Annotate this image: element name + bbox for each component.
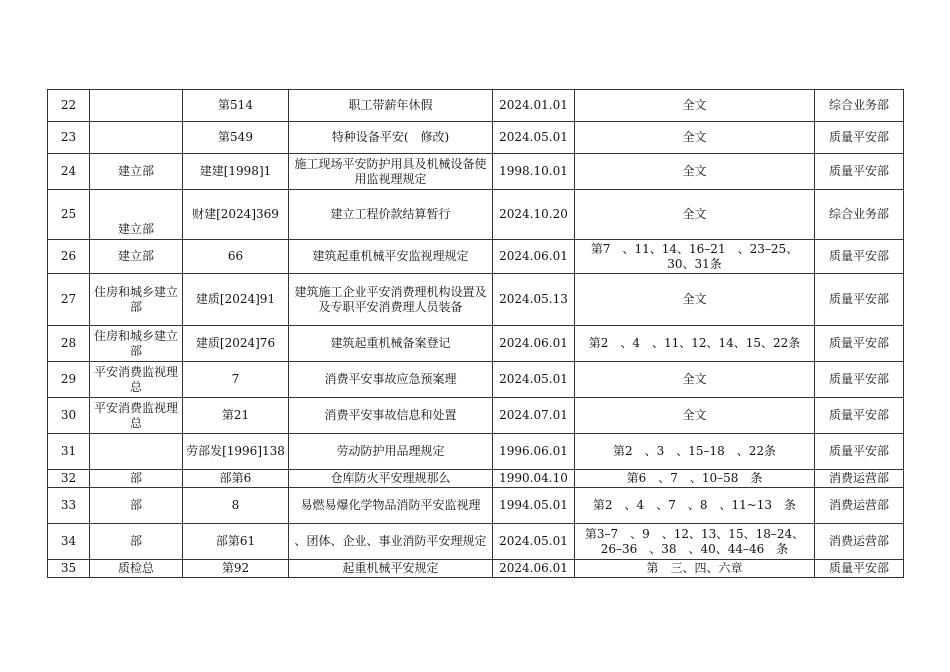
table-row [48,326,904,362]
issuing-department: 质检总 [90,560,183,578]
effective-date: 1990.04.10 [493,470,575,488]
table-row [48,154,904,190]
responsible-department: 消费运营部 [815,524,904,560]
issuing-department [90,122,183,154]
issuing-department: 建立部 [90,240,183,274]
issuing-department: 平安消费监视理总 [90,362,183,398]
effective-date: 2024.05.01 [493,524,575,560]
table-row [48,190,904,240]
row-number: 27 [48,274,90,326]
regulation-table-body [48,90,904,578]
document-number: 第21 [183,398,289,434]
issuing-department: 部 [90,524,183,560]
responsible-department: 质量平安部 [815,398,904,434]
table-row [48,362,904,398]
document-number: 7 [183,362,289,398]
responsible-department: 质量平安部 [815,154,904,190]
issuing-department [90,434,183,470]
row-number: 23 [48,122,90,154]
applicable-clauses: 全文 [575,362,815,398]
row-number: 33 [48,488,90,524]
document-number: 建质[2024]76 [183,326,289,362]
row-number: 24 [48,154,90,190]
document-number: 劳部发[1996]138 [183,434,289,470]
table-row [48,524,904,560]
row-number: 26 [48,240,90,274]
table-row [48,122,904,154]
regulation-title: 劳动防护用品理规定 [289,434,493,470]
effective-date: 2024.06.01 [493,326,575,362]
document-number: 第514 [183,90,289,122]
document-number: 第549 [183,122,289,154]
effective-date: 1998.10.01 [493,154,575,190]
applicable-clauses: 第7 、11、14、16–21 、23–25、30、31条 [575,240,815,274]
table-row [48,434,904,470]
responsible-department: 质量平安部 [815,240,904,274]
issuing-department: 建立部 [90,154,183,190]
applicable-clauses: 全文 [575,398,815,434]
responsible-department: 质量平安部 [815,122,904,154]
effective-date: 1994.05.01 [493,488,575,524]
effective-date: 2024.05.01 [493,362,575,398]
row-number: 31 [48,434,90,470]
regulation-title: 建筑起重机械平安监视理规定 [289,240,493,274]
issuing-department: 住房和城乡建立部 [90,274,183,326]
applicable-clauses: 全文 [575,122,815,154]
regulation-table [47,89,904,578]
table-row [48,488,904,524]
issuing-department: 部 [90,470,183,488]
row-number: 22 [48,90,90,122]
document-number: 建建[1998]1 [183,154,289,190]
row-number: 34 [48,524,90,560]
effective-date: 2024.06.01 [493,560,575,578]
regulation-title: 起重机械平安规定 [289,560,493,578]
effective-date: 2024.10.20 [493,190,575,240]
applicable-clauses: 全文 [575,154,815,190]
applicable-clauses: 全文 [575,274,815,326]
issuing-department: 建立部 [90,190,183,240]
regulation-title: 消费平安事故应急预案理 [289,362,493,398]
responsible-department: 综合业务部 [815,90,904,122]
document-number: 财建[2024]369 [183,190,289,240]
table-row [48,470,904,488]
applicable-clauses: 第2 、4 、7 、8 、11~13 条 [575,488,815,524]
regulation-title: 职工带薪年休假 [289,90,493,122]
effective-date: 1996.06.01 [493,434,575,470]
row-number: 29 [48,362,90,398]
responsible-department: 质量平安部 [815,560,904,578]
effective-date: 2024.07.01 [493,398,575,434]
regulation-title: 消费平安事故信息和处置 [289,398,493,434]
row-number: 25 [48,190,90,240]
table-row [48,274,904,326]
document-number: 66 [183,240,289,274]
row-number: 30 [48,398,90,434]
effective-date: 2024.05.01 [493,122,575,154]
responsible-department: 质量平安部 [815,362,904,398]
row-number: 35 [48,560,90,578]
issuing-department [90,90,183,122]
regulation-title: 易燃易爆化学物品消防平安监视理 [289,488,493,524]
applicable-clauses: 全文 [575,90,815,122]
row-number: 28 [48,326,90,362]
responsible-department: 消费运营部 [815,470,904,488]
regulation-title: 、团体、企业、事业消防平安理规定 [289,524,493,560]
issuing-department: 住房和城乡建立部 [90,326,183,362]
regulation-title: 建立工程价款结算暂行 [289,190,493,240]
document-number: 建质[2024]91 [183,274,289,326]
document-number: 部第61 [183,524,289,560]
responsible-department: 质量平安部 [815,326,904,362]
document-number: 部第6 [183,470,289,488]
applicable-clauses: 第2 、3 、15–18 、22条 [575,434,815,470]
responsible-department: 质量平安部 [815,274,904,326]
applicable-clauses: 第6 、7 、10–58 条 [575,470,815,488]
applicable-clauses: 全文 [575,190,815,240]
applicable-clauses: 第2 、4 、11、12、14、15、22条 [575,326,815,362]
row-number: 32 [48,470,90,488]
effective-date: 2024.05.13 [493,274,575,326]
effective-date: 2024.01.01 [493,90,575,122]
table-row [48,240,904,274]
issuing-department: 部 [90,488,183,524]
document-number: 8 [183,488,289,524]
applicable-clauses: 第 三、四、六章 [575,560,815,578]
table-row [48,90,904,122]
effective-date: 2024.06.01 [493,240,575,274]
applicable-clauses: 第3–7 、9 、12、13、15、18–24、26–36 、38 、40、44–46 条 [575,524,815,560]
regulation-title: 建筑起重机械备案登记 [289,326,493,362]
issuing-department: 平安消费监视理总 [90,398,183,434]
regulation-title: 建筑施工企业平安消费理机构设置及及专职平安消费理人员装备 [289,274,493,326]
responsible-department: 消费运营部 [815,488,904,524]
table-row [48,560,904,578]
responsible-department: 综合业务部 [815,190,904,240]
document-number: 第92 [183,560,289,578]
responsible-department: 质量平安部 [815,434,904,470]
regulation-title: 特种设备平安( 修改) [289,122,493,154]
regulation-title: 仓库防火平安理规那么 [289,470,493,488]
regulation-title: 施工现场平安防护用具及机械设备使用监视理规定 [289,154,493,190]
table-row [48,398,904,434]
